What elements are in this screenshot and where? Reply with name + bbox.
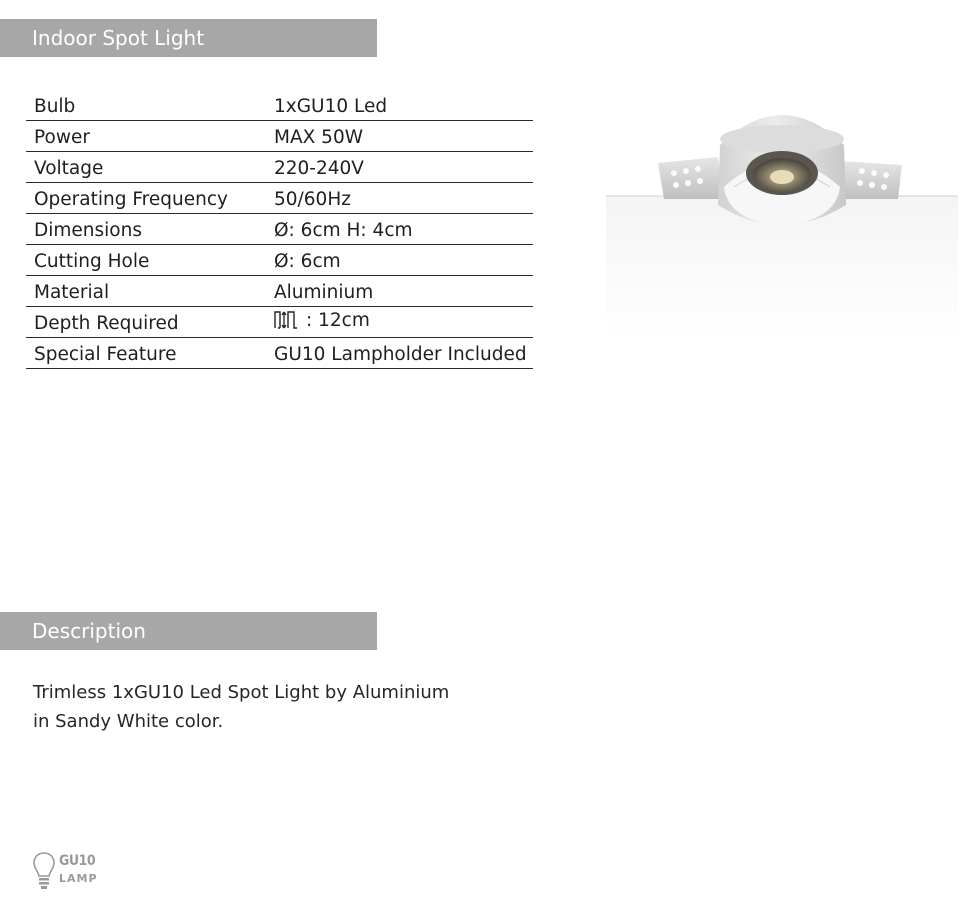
table-row: [26, 306, 533, 337]
badge-line-2: LAMP: [59, 872, 98, 885]
spec-value: MAX 50W: [266, 120, 533, 151]
spec-label: Operating Frequency: [26, 182, 266, 213]
spec-label: Depth Required: [26, 306, 266, 337]
spec-value: 50/60Hz: [266, 182, 533, 213]
specs-table: [26, 89, 533, 369]
table-row: [26, 151, 533, 182]
table-row: [26, 244, 533, 275]
table-row: [26, 89, 533, 120]
specs-section-title: Indoor Spot Light: [0, 19, 377, 57]
spec-value: 1xGU10 Led: [266, 89, 533, 120]
spec-label: Cutting Hole: [26, 244, 266, 275]
description-text: [33, 678, 493, 736]
description-section-title: Description: [0, 612, 377, 650]
gu10-lamp-badge: [33, 851, 123, 891]
table-row: [26, 182, 533, 213]
badge-line-1: GU10: [59, 853, 96, 869]
description-line: Trimless 1xGU10 Led Spot Light by Aluminium: [33, 682, 450, 703]
spec-value: Ø: 6cm H: 4cm: [266, 213, 533, 244]
spec-value: GU10 Lampholder Included: [266, 337, 533, 368]
spec-value: 220-240V: [266, 151, 533, 182]
description-line: in Sandy White color.: [33, 711, 224, 732]
spec-label: Dimensions: [26, 213, 266, 244]
table-row: [26, 275, 533, 306]
spec-value: Aluminium: [266, 275, 533, 306]
spec-value: Ø: 6cm: [266, 244, 533, 275]
spec-label: Material: [26, 275, 266, 306]
spec-label: Voltage: [26, 151, 266, 182]
table-row: [26, 213, 533, 244]
spec-label: Special Feature: [26, 337, 266, 368]
spec-label: Power: [26, 120, 266, 151]
spec-label: Bulb: [26, 89, 266, 120]
table-row: [26, 337, 533, 368]
table-row: [26, 120, 533, 151]
depth-icon: [274, 309, 304, 334]
spec-value: : 12cm: [306, 309, 370, 331]
product-photo: [606, 95, 958, 340]
spec-value-cell: [266, 306, 533, 337]
